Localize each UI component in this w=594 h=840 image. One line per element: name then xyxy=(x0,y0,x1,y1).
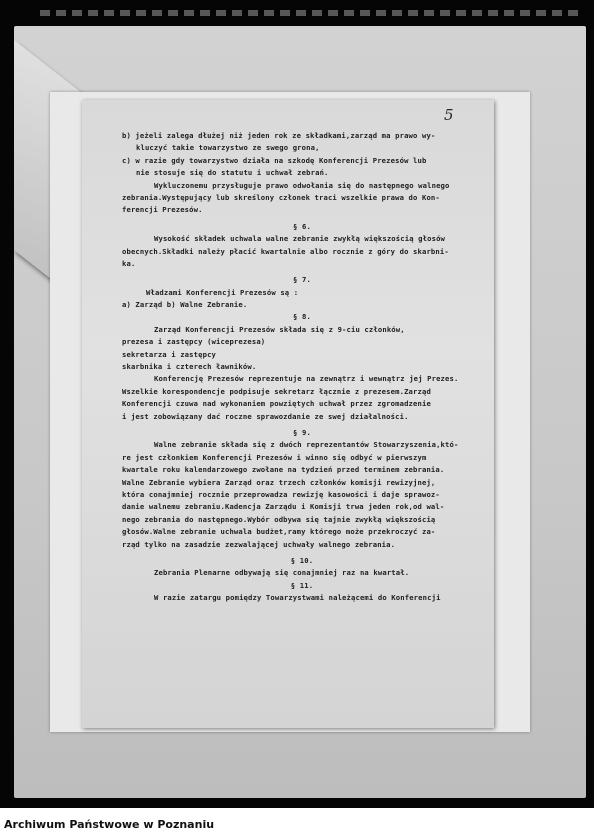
document-line: Zebrania Plenarne odbywają się conajmniej raz na kwartał. xyxy=(154,568,410,578)
document-line: która conajmniej rocznie przeprowadza rewizję kasowości i daje sprawoz- xyxy=(122,489,440,499)
document-line: § 7. xyxy=(293,275,311,285)
document-line: Konferencji czuwa nad wykonaniem powziętych uchwał przez zgromadzenie xyxy=(122,399,431,409)
document-line: rząd tylko na zasadzie zezwalającej uchwały walnego zebrania. xyxy=(122,539,396,549)
document-line: Konferencję Prezesów reprezentuje na zewnątrz i wewnątrz jej Prezes. xyxy=(154,374,459,384)
document-line: Wszelkie korespondencje podpisuje sekretarz łącznie z prezesem.Zarząd xyxy=(122,386,431,396)
document-line: Walne Zebranie wybiera Zarząd oraz trzech członków komisji rewizyjnej, xyxy=(122,477,436,487)
document-line: § 10. xyxy=(290,555,314,565)
document-line: W razie zatargu pomiędzy Towarzystwami należącemi do Konferencji xyxy=(154,593,441,603)
document-line: kwartale roku kalendarzowego zwołane na tydzień przed terminem zebrania. xyxy=(122,465,445,475)
document-line: ka. xyxy=(122,258,136,268)
document-line: Wykluczonemu przysługuje prawo odwołania się do następnego walnego xyxy=(154,180,450,190)
archive-caption: Archiwum Państwowe w Poznaniu xyxy=(4,818,215,831)
page-number: 5 xyxy=(444,106,454,124)
document-line: c) w razie gdy towarzystwo działa na szkodę Konferencji Prezesów lub xyxy=(122,155,427,165)
document-line: § 9. xyxy=(293,427,311,437)
document-line: § 11. xyxy=(290,580,314,590)
document-line: kluczyć takie towarzystwo ze swego grona, xyxy=(136,143,320,153)
document-line: danie walnemu zebraniu.Kadencja Zarządu i Komisji trwa jeden rok,od wal- xyxy=(122,502,445,512)
document-line: skarbnika i czterech ławników. xyxy=(122,362,257,372)
document-line: a) Zarząd b) Walne Zebranie. xyxy=(122,300,248,310)
document-line: nego zebrania do następnego.Wybór odbywa się tajnie zwykłą większością xyxy=(122,514,436,524)
document-line: i jest zobowiązany dać roczne sprawozdanie ze swej działalności. xyxy=(122,411,409,421)
document-line: głosów.Walne zebranie uchwala budżet,ramy którego może przekroczyć za- xyxy=(122,527,436,537)
document-line: Wysokość składek uchwala walne zebranie zwykłą większością głosów xyxy=(154,234,446,244)
document-line: Zarząd Konferencji Prezesów składa się z 9-ciu członków, xyxy=(154,324,405,334)
film-edge-perforation xyxy=(40,10,580,16)
document-line: prezesa i zastępcy (wiceprezesa) xyxy=(122,337,266,347)
document-line: ferencji Prezesów. xyxy=(122,205,203,215)
document-line: b) jeżeli zalega dłużej niż jeden rok ze składkami,zarząd ma prawo wy- xyxy=(122,131,436,140)
document-line: sekretarza i zastępcy xyxy=(122,349,217,359)
document-line: obecnych.Składki należy płacić kwartalnie albo rocznie z góry do skarbni- xyxy=(122,246,449,256)
document-line: § 6. xyxy=(293,221,311,231)
document-line: Władzami Konferencji Prezesów są : xyxy=(146,287,299,297)
document-line: § 8. xyxy=(293,312,311,322)
document-line: zebrania.Występujący lub skreślony członek traci wszelkie prawa do Kon- xyxy=(122,192,440,202)
document-line: re jest członkiem Konferencji Prezesów i winno się odbyć w pierwszym xyxy=(122,452,427,462)
document-line: Walne zebranie składa się z dwóch reprezentantów Stowarzyszenia,któ- xyxy=(154,440,459,450)
document-line: nie stosuje się do statutu i uchwał zebrań. xyxy=(136,168,329,178)
document-page xyxy=(82,100,494,728)
document-text xyxy=(122,130,482,604)
